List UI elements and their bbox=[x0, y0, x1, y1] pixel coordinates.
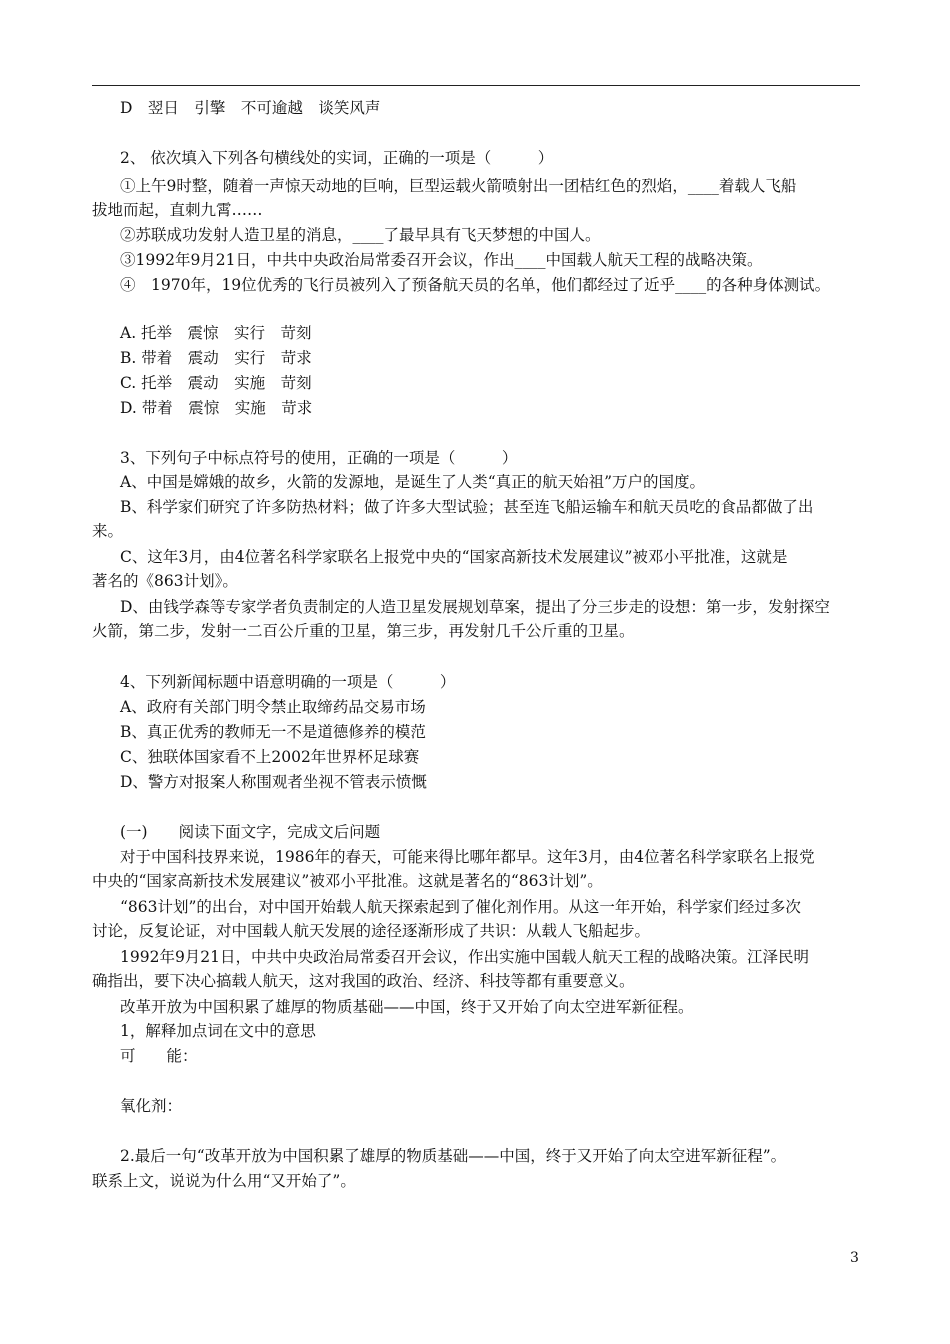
text-line: A. 托举 震惊 实行 苛刻 bbox=[120, 324, 312, 342]
text-line: A、中国是嫦娥的故乡，火箭的发源地，是诞生了人类“真正的航天始祖”万户的国度。 bbox=[120, 473, 706, 491]
header-rule bbox=[92, 85, 860, 86]
page-number: 3 bbox=[850, 1250, 859, 1266]
text-line: 可 能： bbox=[120, 1047, 198, 1065]
text-line: 来。 bbox=[92, 522, 124, 540]
text-line: B、真正优秀的教师无一不是道德修养的模范 bbox=[120, 723, 426, 741]
text-line: C、独联体国家看不上2002年世界杯足球赛 bbox=[120, 748, 420, 766]
text-line: C. 托举 震动 实施 苛刻 bbox=[120, 374, 312, 392]
text-line: ③1992年9月21日，中共中央政治局常委召开会议，作出____中国载人航天工程的战略决策。 bbox=[120, 251, 763, 269]
text-line: 2.最后一句“改革开放为中国积累了雄厚的物质基础——中国，终于又开始了向太空进军新征程”。 bbox=[120, 1147, 787, 1165]
text-line: B. 带着 震动 实行 苛求 bbox=[120, 349, 312, 367]
text-line: 3、下列句子中标点符号的使用，正确的一项是（ ） bbox=[120, 449, 518, 467]
text-line: 联系上文，说说为什么用“又开始了”。 bbox=[92, 1172, 356, 1190]
text-line: 讨论，反复论证，对中国载人航天发展的途径逐渐形成了共识：从载人飞船起步。 bbox=[92, 922, 651, 940]
text-line: D、由钱学森等专家学者负责制定的人造卫星发展规划草案，提出了分三步走的设想：第一步，发射探空 bbox=[120, 598, 830, 616]
text-line: ④ 1970年，19位优秀的飞行员被列入了预备航天员的名单，他们都经过了近乎____的各种身体测试。 bbox=[120, 276, 831, 294]
text-line: 4、下列新闻标题中语意明确的一项是（ ） bbox=[120, 673, 456, 691]
text-line: “863计划”的出台，对中国开始载人航天探索起到了催化剂作用。从这一年开始，科学家们经过多次 bbox=[120, 898, 801, 916]
text-line: D 翌日 引擎 不可逾越 谈笑风声 bbox=[120, 99, 381, 117]
text-line: C、这年3月，由4位著名科学家联名上报党中央的“国家高新技术发展建议”被邓小平批准，这就是 bbox=[120, 548, 788, 566]
text-line: 火箭，第二步，发射一二百公斤重的卫星，第三步，再发射几千公斤重的卫星。 bbox=[92, 622, 635, 640]
text-line: ①上午9时整，随着一声惊天动地的巨响，巨型运载火箭喷射出一团桔红色的烈焰，____着载人飞船 bbox=[120, 177, 797, 195]
text-line: D. 带着 震惊 实施 苛求 bbox=[120, 399, 313, 417]
text-line: A、政府有关部门明令禁止取缔药品交易市场 bbox=[120, 698, 426, 716]
text-line: 1，解释加点词在文中的意思 bbox=[120, 1022, 316, 1040]
text-line: 拔地而起，直刺九霄…… bbox=[92, 201, 263, 219]
text-line: B、科学家们研究了许多防热材料；做了许多大型试验；甚至连飞船运输车和航天员吃的食品都做了出 bbox=[120, 498, 814, 516]
text-line: (一) 阅读下面文字，完成文后问题 bbox=[120, 823, 381, 841]
text-line: 确指出，要下决心搞载人航天，这对我国的政治、经济、科技等都有重要意义。 bbox=[92, 972, 635, 990]
text-line: ②苏联成功发射人造卫星的消息，____了最早具有飞天梦想的中国人。 bbox=[120, 226, 601, 244]
text-line: 氧化剂： bbox=[120, 1097, 183, 1115]
text-line: 1992年9月21日，中共中央政治局常委召开会议，作出实施中国载人航天工程的战略决策。江泽民明 bbox=[120, 948, 810, 966]
text-line: 改革开放为中国积累了雄厚的物质基础——中国，终于又开始了向太空进军新征程。 bbox=[120, 998, 694, 1016]
text-line: 对于中国科技界来说，1986年的春天，可能来得比哪年都早。这年3月，由4位著名科学家联名上报党 bbox=[120, 848, 815, 866]
text-line: 著名的《863计划》。 bbox=[92, 572, 238, 590]
text-line: 2、 依次填入下列各句横线处的实词，正确的一项是（ ） bbox=[120, 149, 554, 167]
text-line: D、警方对报案人称围观者坐视不管表示愤慨 bbox=[120, 773, 427, 791]
text-line: 中央的“国家高新技术发展建议”被邓小平批准。这就是著名的“863计划”。 bbox=[92, 872, 603, 890]
